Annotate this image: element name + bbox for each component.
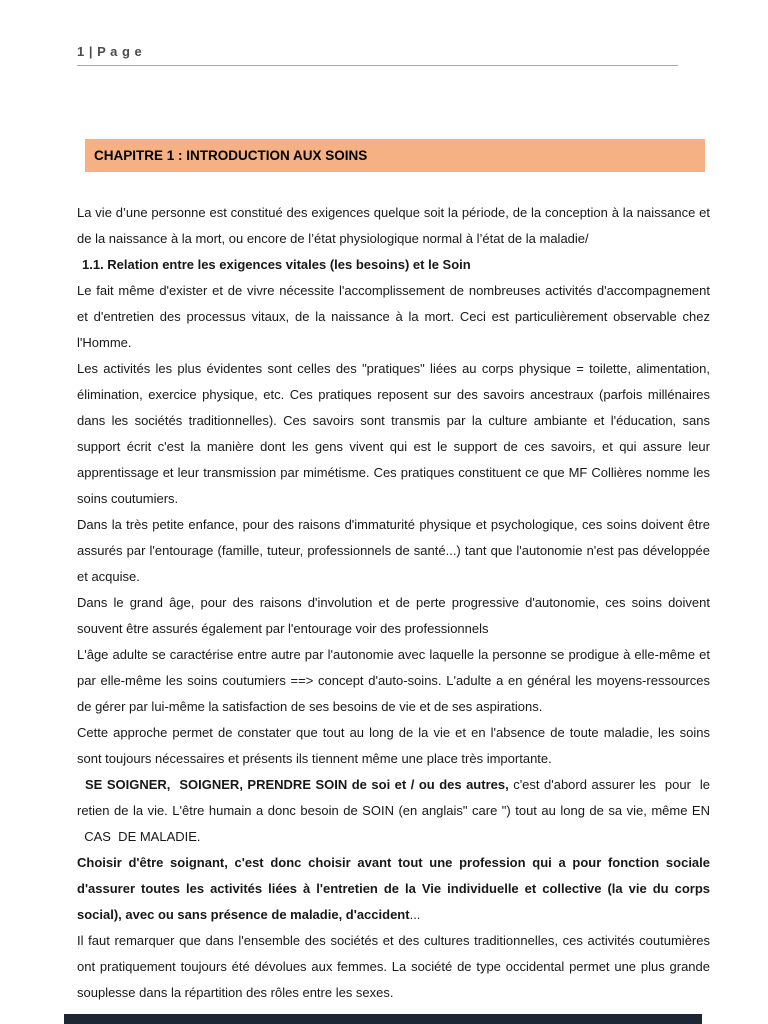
paragraph: Cette approche permet de constater que tout au long de la vie et en l'absence de toute maladie, les soins sont toujours nécessaires et présents ils tiennent même une place très importante.	[77, 725, 710, 766]
chapter-title: CHAPITRE 1 : INTRODUCTION AUX SOINS	[94, 148, 368, 163]
paragraph: Il faut remarquer que dans l'ensemble des sociétés et des cultures traditionnelles, ces activités coutumières ont pratiquement toujours été dévolues aux femmes. La société de type occidental permet une plus grande souplesse dans la répartition des rôles entre les sexes.	[77, 933, 710, 1000]
paragraph	[77, 850, 710, 928]
bold-text-run: SE SOIGNER, SOIGNER, PRENDRE SOIN de soi et / ou des autres,	[85, 777, 514, 792]
text-run: c'est d'abord assurer les pour le retien de la vie. L'être humain a donc besoin de SOIN (en anglais" care ") tout au long de sa vie, même EN CAS DE MALADIE.	[77, 777, 711, 844]
page-number-label: 1 | P a g e	[77, 44, 143, 59]
text-run: ...	[409, 907, 421, 922]
next-section-top-edge	[64, 1014, 702, 1024]
paragraph: L'âge adulte se caractérise entre autre par l'autonomie avec laquelle la personne se prodigue à elle-même et par elle-même les soins coutumiers ==> concept d'auto-soins. L'adulte a en général les moyens-ressources de gérer par lui-même la satisfaction de ses besoins de vie et de ses aspirations.	[77, 647, 710, 714]
paragraph	[77, 772, 710, 850]
paragraph: Dans le grand âge, pour des raisons d'involution et de perte progressive d'autonomie, ces soins doivent souvent être assurés également par l'entourage voir des professionnels	[77, 595, 710, 636]
chapter-heading-box	[85, 139, 705, 172]
paragraph: Dans la très petite enfance, pour des raisons d'immaturité physique et psychologique, ces soins doivent être assurés par l'entourage (famille, tuteur, professionnels de santé...) tant que l'autonomie n'est pas développée et acquise.	[77, 517, 710, 584]
bold-text-run: Choisir d'être soignant, c'est donc choisir avant tout une profession qui a pour fonction sociale d'assurer toutes les activités liées à l'entretien de la Vie individuelle et collective (la vie du corps social), avec ou sans présence de maladie, d'accident	[77, 855, 710, 922]
paragraph: La vie d’une personne est constitué des exigences quelque soit la période, de la conception à la naissance et de la naissance à la mort, ou encore de l’état physiologique normal à l’état de la maladie/	[77, 205, 710, 246]
document-body	[77, 200, 710, 1006]
page-header	[77, 44, 678, 66]
section-heading: 1.1. Relation entre les exigences vitales (les besoins) et le Soin	[82, 257, 471, 272]
paragraph: Le fait même d'exister et de vivre nécessite l'accomplissement de nombreuses activités d'accompagnement et d'entretien des processus vitaux, de la naissance à la mort. Ceci est particulièrement observable chez l'Homme.	[77, 283, 710, 350]
header-rule	[77, 65, 678, 66]
paragraph: Les activités les plus évidentes sont celles des "pratiques" liées au corps physique = toilette, alimentation, élimination, exercice physique, etc. Ces pratiques reposent sur des savoirs ancestraux (parfois millénaires dans les sociétés traditionnelles). Ces savoirs sont transmis par la culture ambiante et l'éducation, sans support écrit c'est la manière dont les gens vivent qui est le support de ces savoirs, et qui assure leur apprentissage et leur transmission par mimétisme. Ces pratiques constituent ce que MF Collières nomme les soins coutumiers.	[77, 361, 710, 506]
